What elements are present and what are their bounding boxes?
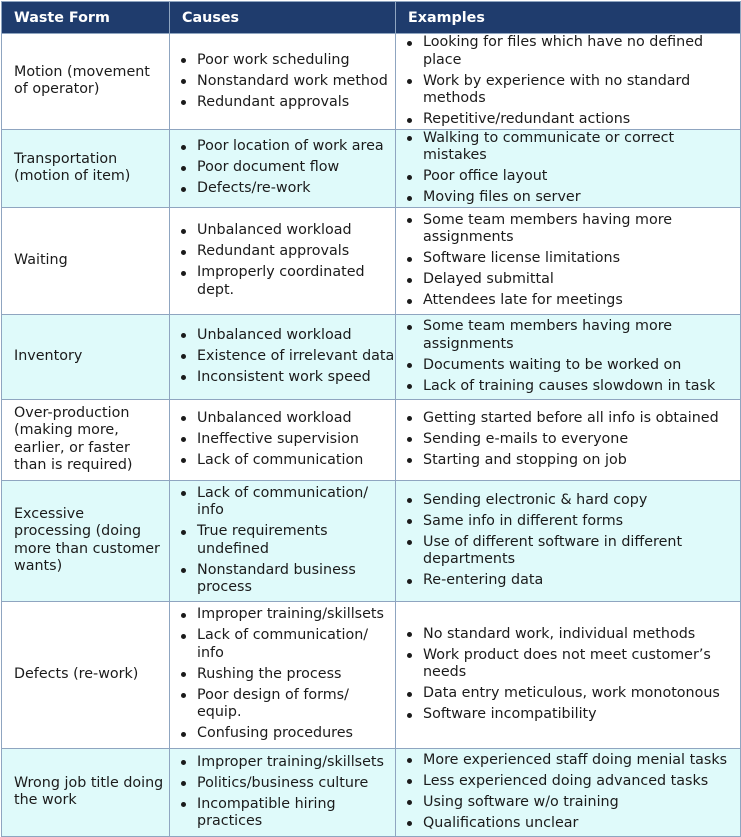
example-item: Moving files on server [404,189,740,207]
header-causes: Causes [170,2,396,34]
table-row [2,399,741,480]
cause-item: Inconsistent work speed [178,369,395,387]
example-item: Repetitive/redundant actions [404,111,740,129]
example-item: More experienced staff doing menial tasks [404,752,740,770]
example-item: Starting and stopping on job [404,452,740,470]
table-row [2,34,741,130]
cause-item: Poor design of forms/ equip. [178,687,395,722]
cause-item: Rushing the process [178,666,395,684]
waste-form-cell: Motion (movement of operator) [2,34,170,130]
examples-list [396,34,740,129]
causes-cell [170,207,396,314]
examples-list [396,410,740,470]
cause-item: Improperly coordinated dept. [178,264,395,299]
example-item: Use of different software in different departments [404,534,740,569]
example-item: Using software w/o training [404,794,740,812]
causes-list [170,754,395,831]
example-item: Attendees late for meetings [404,292,740,310]
cause-item: Lack of communication/ info [178,485,395,520]
examples-cell [396,314,741,399]
cause-item: Politics/business culture [178,775,395,793]
waste-form-cell: Defects (re-work) [2,601,170,748]
cause-item: Improper training/skillsets [178,606,395,624]
cause-item: Unbalanced workload [178,222,395,240]
example-item: Data entry meticulous, work monotonous [404,685,740,703]
cause-item: Nonstandard business process [178,562,395,597]
example-item: Same info in different forms [404,513,740,531]
cause-item: Ineffective supervision [178,431,395,449]
example-item: Getting started before all info is obtained [404,410,740,428]
cause-item: Confusing procedures [178,725,395,743]
causes-list [170,485,395,597]
causes-cell [170,601,396,748]
cause-item: True requirements undefined [178,523,395,558]
examples-list [396,492,740,590]
table-row [2,207,741,314]
examples-cell [396,129,741,207]
table-row [2,314,741,399]
example-item: Work product does not meet customer’s needs [404,647,740,682]
cause-item: Improper training/skillsets [178,754,395,772]
cause-item: Lack of communication [178,452,395,470]
cause-item: Redundant approvals [178,94,395,112]
example-item: Software license limitations [404,250,740,268]
cause-item: Incompatible hiring practices [178,796,395,831]
causes-cell [170,129,396,207]
example-item: Lack of training causes slowdown in task [404,378,740,396]
examples-list [396,752,740,833]
table-row [2,601,741,748]
example-item: Some team members having more assignments [404,318,740,353]
cause-item: Defects/re-work [178,180,395,198]
causes-list [170,222,395,299]
causes-list [170,327,395,387]
examples-list [396,130,740,207]
example-item: Qualifications unclear [404,815,740,833]
causes-list [170,410,395,470]
header-row [2,2,741,34]
example-item: Delayed submittal [404,271,740,289]
cause-item: Redundant approvals [178,243,395,261]
header-examples: Examples [396,2,741,34]
examples-cell [396,399,741,480]
waste-form-cell: Inventory [2,314,170,399]
table-row [2,129,741,207]
example-item: Less experienced doing advanced tasks [404,773,740,791]
causes-cell [170,34,396,130]
table-row [2,480,741,601]
example-item: No standard work, individual methods [404,626,740,644]
waste-form-cell: Transportation (motion of item) [2,129,170,207]
cause-item: Lack of communication/ info [178,627,395,662]
table-row [2,748,741,836]
example-item: Work by experience with no standard methods [404,73,740,108]
cause-item: Poor work scheduling [178,52,395,70]
cause-item: Unbalanced workload [178,410,395,428]
examples-cell [396,480,741,601]
example-item: Re-entering data [404,572,740,590]
cause-item: Unbalanced workload [178,327,395,345]
cause-item: Existence of irrelevant data [178,348,395,366]
examples-cell [396,34,741,130]
waste-form-cell: Excessive processing (doing more than customer wants) [2,480,170,601]
examples-list [396,318,740,395]
causes-list [170,52,395,112]
waste-forms-table [1,1,741,837]
examples-cell [396,207,741,314]
cause-item: Poor location of work area [178,138,395,156]
causes-cell [170,399,396,480]
example-item: Sending e-mails to everyone [404,431,740,449]
cause-item: Nonstandard work method [178,73,395,91]
example-item: Walking to communicate or correct mistakes [404,130,740,165]
example-item: Sending electronic & hard copy [404,492,740,510]
examples-cell [396,601,741,748]
examples-list [396,212,740,310]
waste-form-cell: Over-production (making more, earlier, or faster than is required) [2,399,170,480]
example-item: Poor office layout [404,168,740,186]
causes-cell [170,314,396,399]
header-waste-form: Waste Form [2,2,170,34]
example-item: Documents waiting to be worked on [404,357,740,375]
waste-form-cell: Waiting [2,207,170,314]
cause-item: Poor document flow [178,159,395,177]
examples-list [396,626,740,724]
causes-cell [170,748,396,836]
example-item: Looking for files which have no defined place [404,34,740,69]
examples-cell [396,748,741,836]
example-item: Some team members having more assignments [404,212,740,247]
causes-list [170,138,395,198]
causes-cell [170,480,396,601]
causes-list [170,606,395,743]
example-item: Software incompatibility [404,706,740,724]
waste-form-cell: Wrong job title doing the work [2,748,170,836]
